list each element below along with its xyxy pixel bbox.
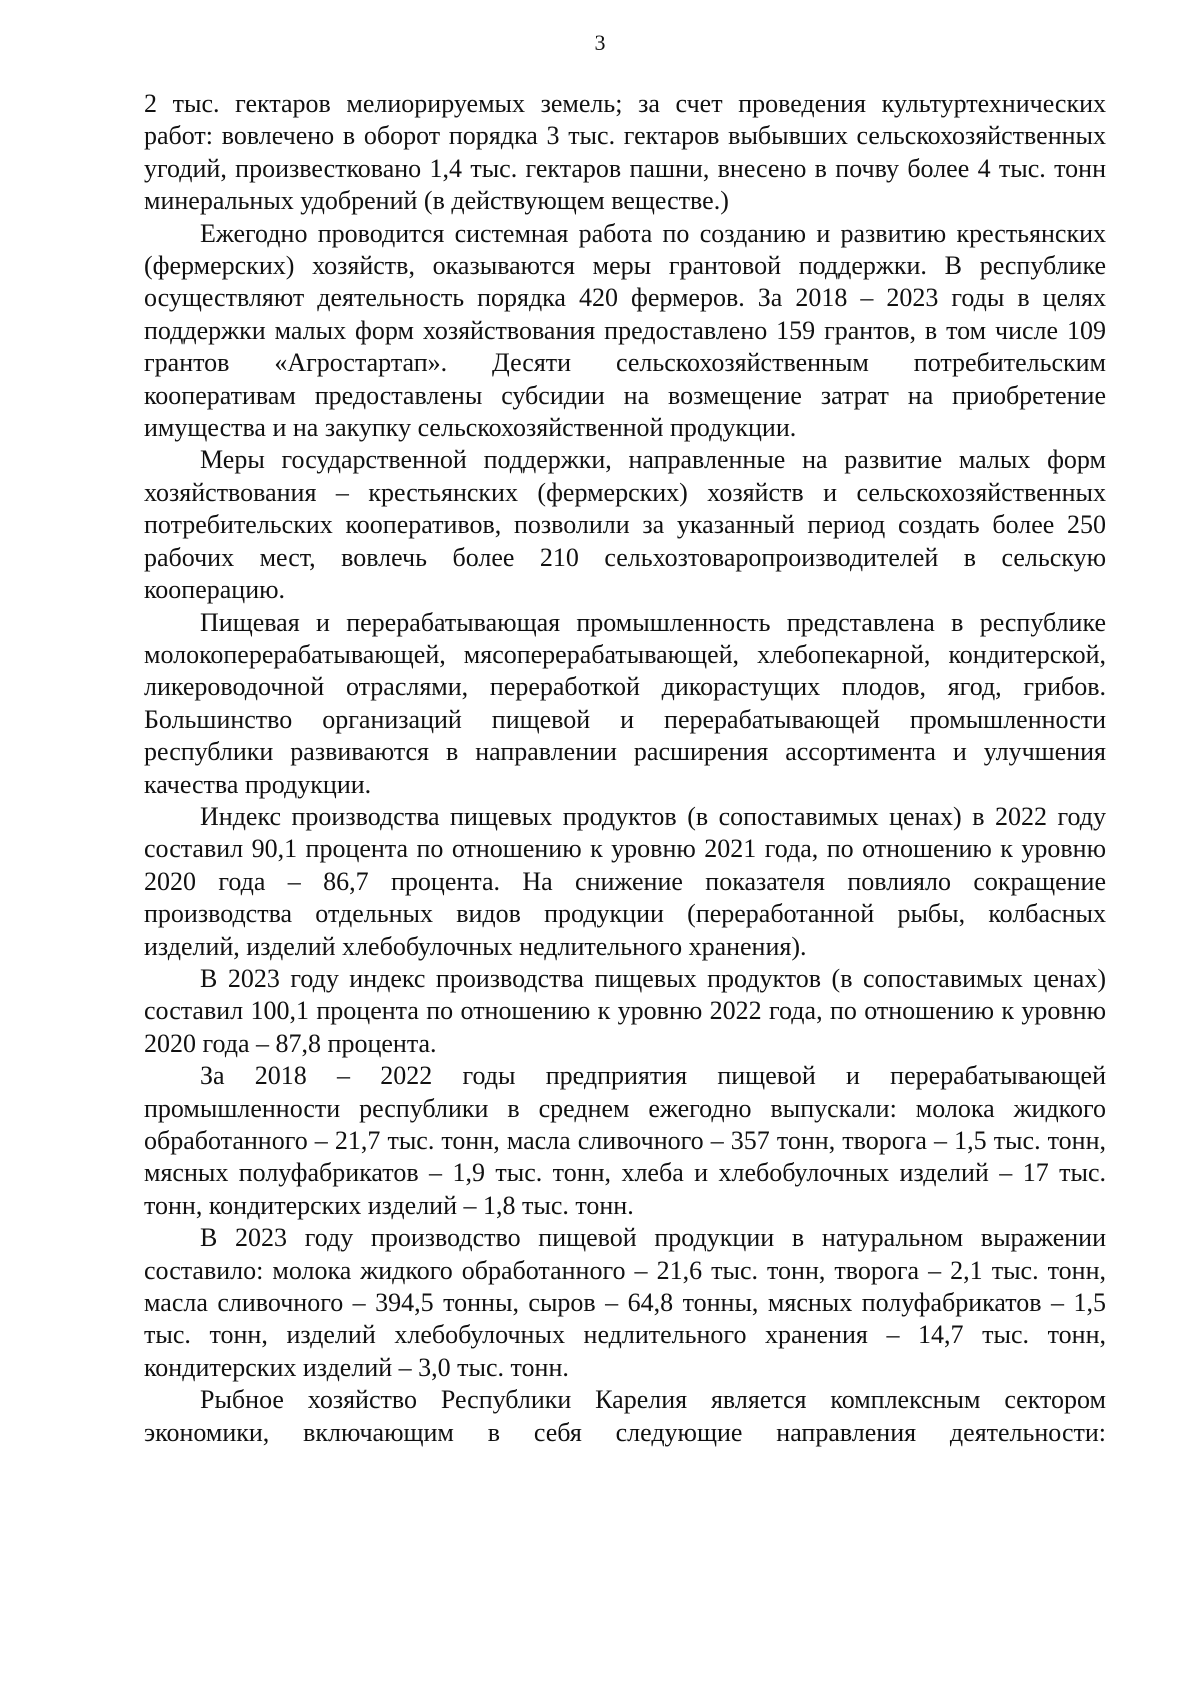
paragraph-production-index-2023: В 2023 году индекс производства пищевых продуктов (в сопоставимых ценах) составил 100,1 процента по отношению к уровню 2022 года, по отношению к уровню 2020 года – 87,8 процента. xyxy=(144,963,1106,1058)
page-number: 3 xyxy=(594,30,606,55)
paragraph-land-reclamation: 2 тыс. гектаров мелиорируемых земель; за счет проведения культуртехнических работ: вовлечено в оборот порядка 3 тыс. гектаров выбывших сельскохозяйственных угодий, произвестковано 1,4 тыс. гектаров пашни, внесено в почву более 4 тыс. тонн минеральных удобрений (в действующем веществе.) xyxy=(144,89,1106,216)
paragraph-output-2023: В 2023 году производство пищевой продукции в натуральном выражении составило: молока жидкого обработанного – 21,6 тыс. тонн, творога – 2,1 тыс. тонн, масла сливочного – 394,5 тонны, сыров – 64,8 тонны, мясных полуфабрикатов – 1,5 тыс. тонн, изделий хлебобулочных недлительного хранения – 14,7 тыс. тонн, кондитерских изделий – 3,0 тыс. тонн. xyxy=(144,1223,1106,1382)
paragraph-state-support-measures: Меры государственной поддержки, направленные на развитие малых форм хозяйствования – крестьянских (фермерских) хозяйств и сельскохозяйственных потребительских кооперативов, позволили за указанный период создать более 250 рабочих мест, вовлечь более 210 сельхозтоваропроизводителей в сельскую кооперацию. xyxy=(144,445,1106,605)
paragraph-food-industry: Пищевая и перерабатывающая промышленность представлена в республике молокоперерабатывающей, мясоперерабатывающей, хлебопекарной, кондитерской, ликероводочной отраслями, переработкой дикорастущих плодов, ягод, грибов. Большинство организаций пищевой и перерабатывающей промышленности республики развиваются в направлении расширения ассортимента и улучшения качества продукции. xyxy=(144,607,1106,799)
document-body xyxy=(144,88,1106,1449)
paragraph-farmer-support: Ежегодно проводится системная работа по созданию и развитию крестьянских (фермерских) хозяйств, оказываются меры грантовой поддержки. В республике осуществляют деятельность порядка 420 фермеров. За 2018 – 2023 годы в целях поддержки малых форм хозяйствования предоставлено 159 грантов, в том числе 109 грантов «Агростартап». Десяти сельскохозяйственным потребительским кооперативам предоставлены субсидии на возмещение затрат на приобретение имущества и на закупку сельскохозяйственной продукции. xyxy=(144,218,1106,443)
paragraph-fishery: Рыбное хозяйство Республики Карелия является комплексным сектором экономики, включающим в себя следующие направления деятельности: xyxy=(144,1385,1106,1447)
paragraph-average-output-2018-2022: За 2018 – 2022 годы предприятия пищевой и перерабатывающей промышленности республики в среднем ежегодно выпускали: молока жидкого обработанного – 21,7 тыс. тонн, масла сливочного – 357 тонн, творога – 1,5 тыс. тонн, мясных полуфабрикатов – 1,9 тыс. тонн, хлеба и хлебобулочных изделий – 17 тыс. тонн, кондитерских изделий – 1,8 тыс. тонн. xyxy=(144,1061,1106,1220)
paragraph-production-index-2022: Индекс производства пищевых продуктов (в сопоставимых ценах) в 2022 году составил 90,1 процента по отношению к уровню 2021 года, по отношению к уровню 2020 года – 86,7 процента. На снижение показателя повлияло сокращение производства отдельных видов продукции (переработанной рыбы, колбасных изделий, изделий хлебобулочных недлительного хранения). xyxy=(144,801,1106,961)
